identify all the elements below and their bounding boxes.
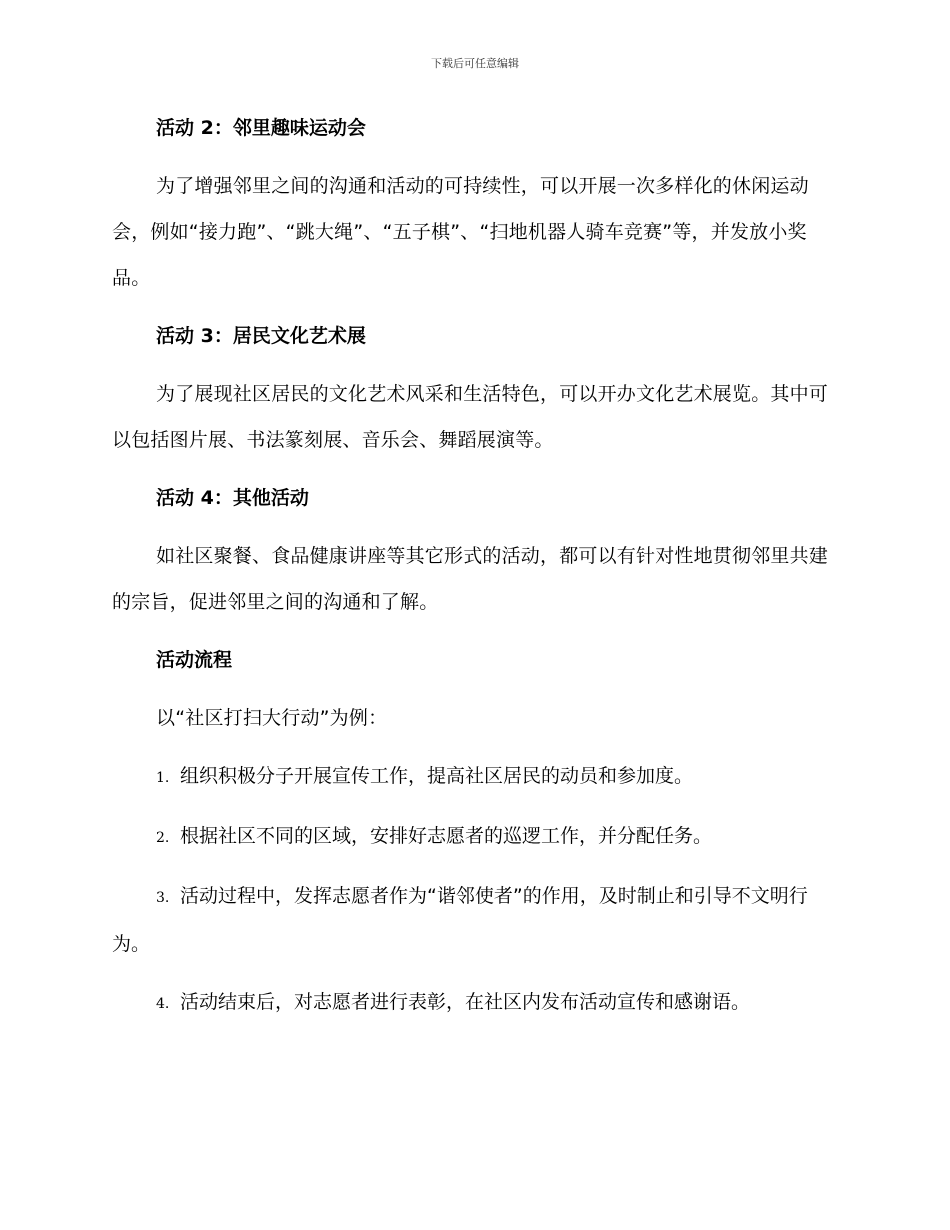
list-item-number: 1.: [156, 770, 170, 786]
activity-4-heading: 活动 4：其他活动: [156, 487, 309, 509]
activity-3-heading: 活动 3：居民文化艺术展: [156, 325, 366, 347]
list-item-number: 3.: [156, 890, 170, 906]
list-item-number: 2.: [156, 830, 170, 846]
list-item-text: 根据社区不同的区域，安排好志愿者的巡逻工作，并分配任务。: [180, 825, 713, 847]
activity-2-heading: 活动 2：邻里趣味运动会: [156, 117, 366, 139]
activity-3-body: 为了展现社区居民的文化艺术风采和生活特色，可以开办文化艺术展览。其中可以包括图片展、书法篆刻展、音乐会、舞蹈展演等。: [112, 383, 829, 451]
list-item-number: 4.: [156, 996, 170, 1012]
process-intro: 以“社区打扫大行动”为例：: [156, 707, 388, 729]
list-item: [112, 979, 832, 1027]
list-item-text: 活动过程中，发挥志愿者作为“谐邻使者”的作用，及时制止和引导不文明行为。: [112, 885, 808, 955]
list-item: [112, 873, 832, 967]
process-heading: 活动流程: [156, 649, 233, 671]
activity-2-body: 为了增强邻里之间的沟通和活动的可持续性，可以开展一次多样化的休闲运动会，例如“接力跑”、“跳大绳”、“五子棋”、“扫地机器人骑车竞赛”等，并发放小奖品。: [112, 175, 809, 289]
list-item-text: 组织积极分子开展宣传工作，提高社区居民的动员和参加度。: [180, 765, 694, 787]
header-note: 下载后可任意编辑: [431, 57, 519, 70]
document-body: [112, 105, 832, 1039]
list-item: [112, 753, 832, 801]
activity-4-body: 如社区聚餐、食品健康讲座等其它形式的活动，都可以有针对性地贯彻邻里共建的宗旨，促进邻里之间的沟通和了解。: [112, 545, 829, 613]
list-item-text: 活动结束后，对志愿者进行表彰，在社区内发布活动宣传和感谢语。: [180, 991, 751, 1013]
list-item: [112, 813, 832, 861]
